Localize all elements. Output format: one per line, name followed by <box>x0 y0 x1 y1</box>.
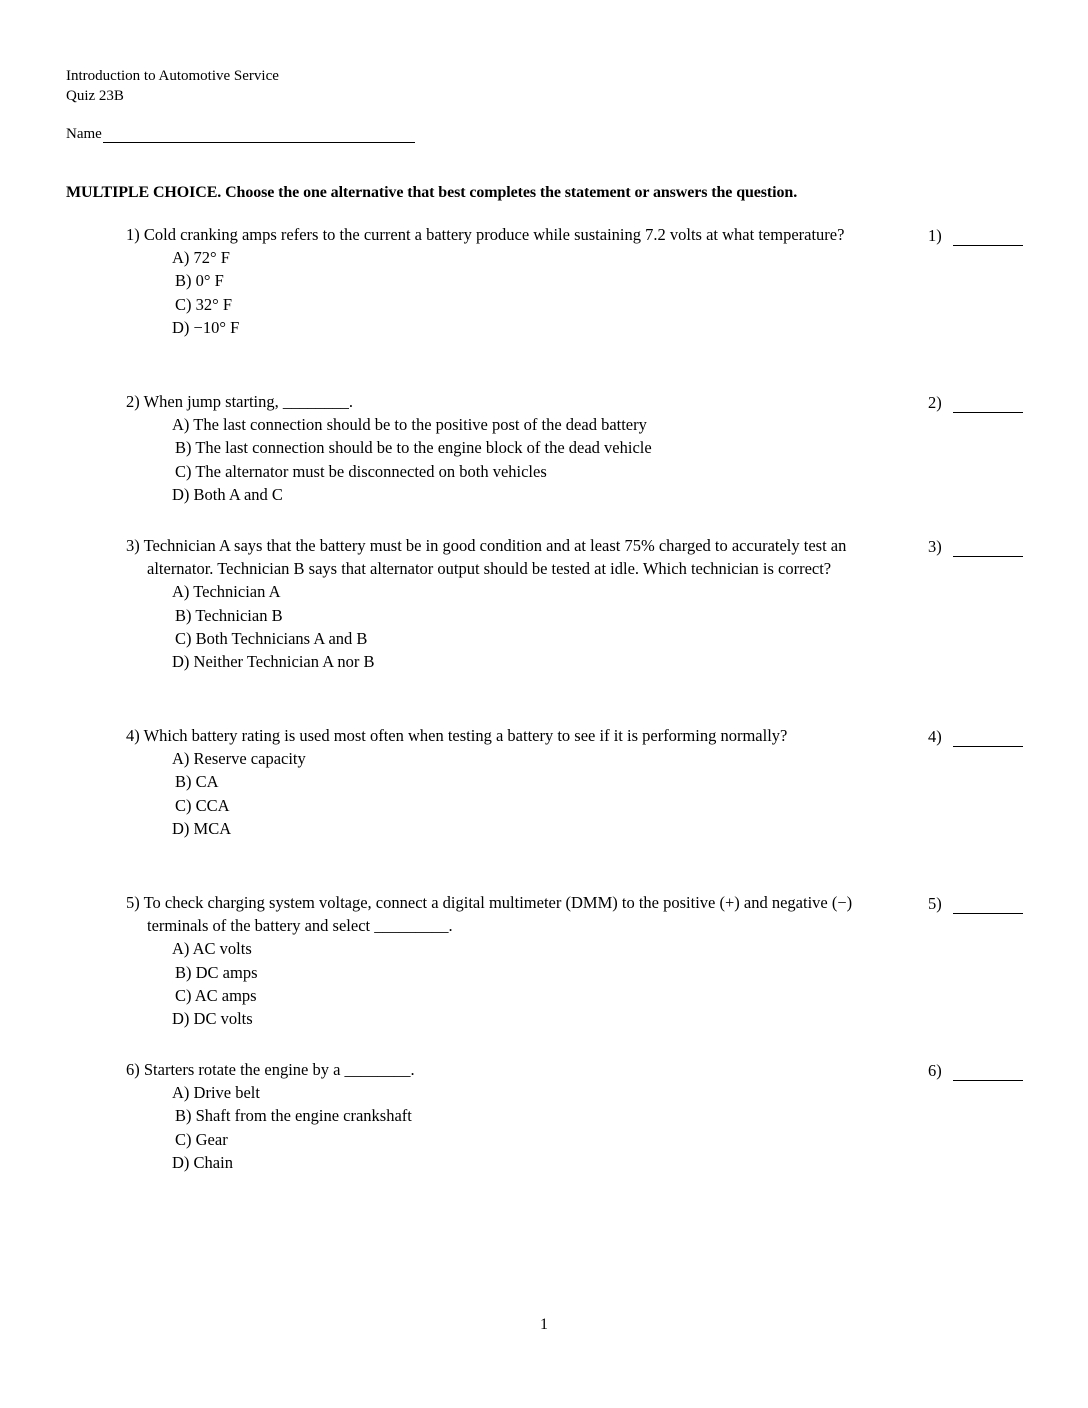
answer-label: 2) <box>928 393 942 412</box>
choice-a: A) AC volts <box>172 939 252 959</box>
answer-label: 6) <box>928 1061 942 1080</box>
choice-a: A) Drive belt <box>172 1083 260 1103</box>
choice-c: C) CCA <box>175 795 230 815</box>
answer-blank-6 <box>928 1061 1023 1081</box>
choice-d: D) DC volts <box>172 1009 253 1029</box>
choice-b: B) Shaft from the engine crankshaft <box>175 1106 412 1126</box>
choice-b: B) Technician B <box>175 605 283 625</box>
choice-c: C) 32° F <box>175 294 233 314</box>
choice-list <box>172 937 906 1030</box>
question-5 <box>126 891 906 1030</box>
question-stem: 2) When jump starting, ________. <box>126 392 354 411</box>
answer-label: 5) <box>928 894 942 913</box>
answer-blank-2 <box>928 393 1023 413</box>
question-stem: 3) Technician A says that the battery must be in good condition and at least 75% charged to accurately test an alternator. Technician B says that alternator output should be tested at idle. Which technician is correct? <box>126 536 847 579</box>
name-blank <box>103 124 415 143</box>
course-title: Introduction to Automotive Service <box>66 68 279 84</box>
choice-b: B) DC amps <box>175 962 258 982</box>
choice-d: D) Chain <box>172 1152 233 1172</box>
choice-d: D) MCA <box>172 818 232 838</box>
question-3 <box>126 534 906 673</box>
answer-label: 4) <box>928 727 942 746</box>
choice-b: B) CA <box>175 772 219 792</box>
choice-list <box>172 747 906 840</box>
answer-line <box>953 229 1023 246</box>
choice-d: D) −10° F <box>172 317 240 337</box>
choice-c: C) Gear <box>175 1129 228 1149</box>
choice-c: C) AC amps <box>175 985 257 1005</box>
answer-label: 3) <box>928 537 942 556</box>
quiz-title: Quiz 23B <box>66 88 124 104</box>
choice-a: A) Reserve capacity <box>172 749 306 769</box>
choice-b: B) 0° F <box>175 271 224 291</box>
choice-b: B) The last connection should be to the engine block of the dead vehicle <box>175 438 652 458</box>
question-stem: 4) Which battery rating is used most often when testing a battery to see if it is performing normally? <box>126 726 788 745</box>
answer-line <box>953 1064 1023 1081</box>
choice-d: D) Neither Technician A nor B <box>172 652 375 672</box>
question-2 <box>126 390 906 506</box>
question-stem: 6) Starters rotate the engine by a ________. <box>126 1060 415 1079</box>
choice-c: C) The alternator must be disconnected on both vehicles <box>175 461 547 481</box>
answer-line <box>953 897 1023 914</box>
answer-label: 1) <box>928 226 942 245</box>
question-stem: 5) To check charging system voltage, connect a digital multimeter (DMM) to the positive (+) and negative (−) terminals of the battery and select _________. <box>126 893 853 936</box>
name-field-row <box>66 124 415 143</box>
choice-c: C) Both Technicians A and B <box>175 628 368 648</box>
answer-blank-3 <box>928 537 1023 557</box>
page-number: 1 <box>540 1316 548 1333</box>
question-1 <box>126 223 906 339</box>
choice-list <box>172 580 906 673</box>
choice-a: A) 72° F <box>172 248 230 268</box>
instructions: MULTIPLE CHOICE. Choose the one alternative that best completes the statement or answers the question. <box>66 184 798 201</box>
question-6 <box>126 1058 906 1174</box>
choice-list <box>172 246 906 339</box>
answer-blank-4 <box>928 727 1023 747</box>
answer-line <box>953 540 1023 557</box>
answer-blank-1 <box>928 226 1023 246</box>
question-stem: 1) Cold cranking amps refers to the current a battery produce while sustaining 7.2 volts at what temperature? <box>126 225 845 244</box>
choice-d: D) Both A and C <box>172 484 283 504</box>
choice-a: A) Technician A <box>172 582 281 602</box>
name-label: Name <box>66 126 102 142</box>
question-4 <box>126 724 906 840</box>
answer-line <box>953 730 1023 747</box>
choice-a: A) The last connection should be to the positive post of the dead battery <box>172 415 647 435</box>
answer-line <box>953 396 1023 413</box>
answer-blank-5 <box>928 894 1023 914</box>
choice-list <box>172 413 906 506</box>
choice-list <box>172 1081 906 1174</box>
document-header <box>66 66 279 106</box>
